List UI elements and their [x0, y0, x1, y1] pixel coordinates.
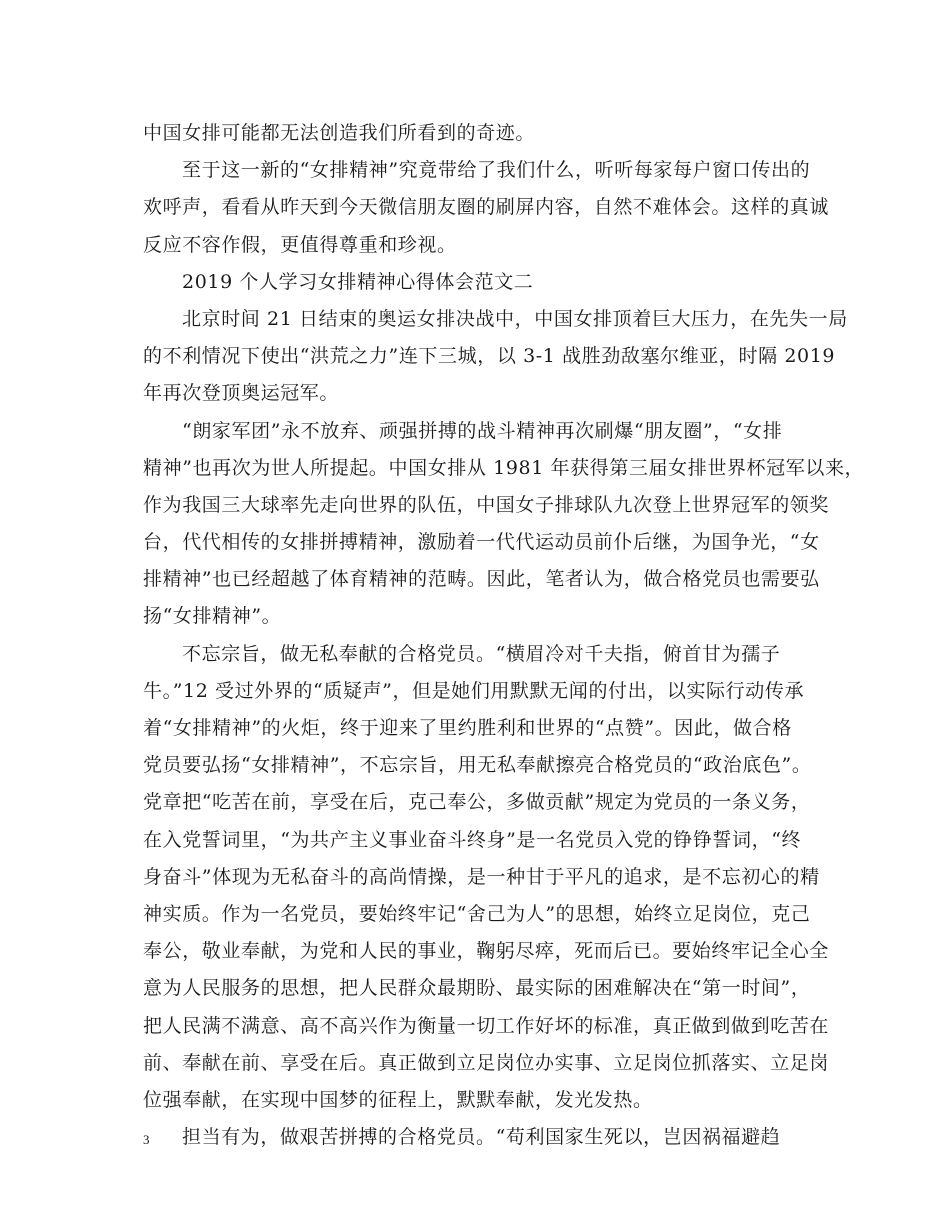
text-line: 精神”也再次为世人所提起。中国女排从 1981 年获得第三届女排世界杯冠军以来，: [143, 456, 865, 479]
page-number: 3: [143, 1132, 150, 1147]
text-line: 奉公，敬业奉献，为党和人民的事业，鞠躬尽瘁，死而后已。要始终牢记全心全: [143, 940, 830, 963]
text-line: 的不利情况下使出“洪荒之力”连下三城，以 3-1 战胜劲敌塞尔维亚，时隔 2019: [143, 345, 836, 368]
text-line: 至于这一新的“女排精神”究竟带给了我们什么，听听每家每户窗口传出的: [182, 159, 811, 182]
text-line: 着“女排精神”的火炬，终于迎来了里约胜利和世界的“点赞”。因此，做合格: [143, 717, 792, 739]
text-line: 位强奉献，在实现中国梦的征程上，默默奉献，发光发热。: [143, 1088, 653, 1111]
text-line: 年再次登顶奥运冠军。: [143, 382, 340, 405]
text-line: 牛。”12 受过外界的“质疑声”，但是她们用默默无闻的付出，以实际行动传承: [143, 679, 805, 702]
text-line: 北京时间 21 日结束的奥运女排决战中，中国女排顶着巨大压力，在先失一局: [182, 307, 848, 330]
text-line: 台，代代相传的女排拼搏精神，激励着一代代运动员前仆后继，为国争光，“女: [143, 531, 820, 554]
section-heading: 2019 个人学习女排精神心得体会范文二: [182, 270, 534, 293]
text-line: 身奋斗”体现为无私奋斗的高尚情操，是一种甘于平凡的追求，是不忘初心的精: [143, 865, 820, 888]
text-line: 中国女排可能都无法创造我们所看到的奇迹。: [143, 122, 536, 144]
text-line: 党章把“吃苦在前，享受在后，克己奉公，多做贡献”规定为党员的一条义务，: [143, 791, 811, 814]
text-line: 把人民满不满意、高不高兴作为衡量一切工作好坏的标准，真正做到做到吃苦在: [143, 1014, 830, 1037]
text-line: 扬“女排精神”。: [143, 605, 282, 628]
text-line: 担当有为，做艰苦拼搏的合格党员。“苟利国家生死以，岂因祸福避趋: [182, 1126, 781, 1149]
text-line: 党员要弘扬“女排精神”，不忘宗旨，用无私奉献擦亮合格党员的“政治底色”。: [143, 754, 812, 777]
text-line: “朗家军团”永不放弃、顽强拼搏的战斗精神再次刷爆“朋友圈”，“女排: [182, 419, 783, 442]
text-line: 反应不容作假，更值得尊重和珍视。: [143, 233, 457, 256]
text-line: 作为我国三大球率先走向世界的队伍，中国女子排球队九次登上世界冠军的领奖: [143, 493, 830, 516]
text-line: 不忘宗旨，做无私奉献的合格党员。“横眉冷对千夫指，俯首甘为孺子: [182, 642, 781, 665]
text-line: 意为人民服务的思想，把人民群众最期盼、最实际的困难解决在“第一时间”，: [143, 977, 811, 1000]
text-line: 欢呼声，看看从昨天到今天微信朋友圈的刷屏内容，自然不难体会。这样的真诚: [143, 196, 830, 219]
text-line: 神实质。作为一名党员，要始终牢记“舍己为人”的思想，始终立足岗位，克己: [143, 902, 811, 925]
text-line: 在入党誓词里，“为共产主义事业奋斗终身”是一名党员入党的铮铮誓词，“终: [143, 828, 802, 851]
document-body: [143, 115, 865, 1156]
text-line: 排精神”也已经超越了体育精神的范畴。因此，笔者认为，做合格党员也需要弘: [143, 568, 820, 591]
text-line: 前、奉献在前、享受在后。真正做到立足岗位办实事、立足岗位抓落实、立足岗: [143, 1051, 830, 1074]
